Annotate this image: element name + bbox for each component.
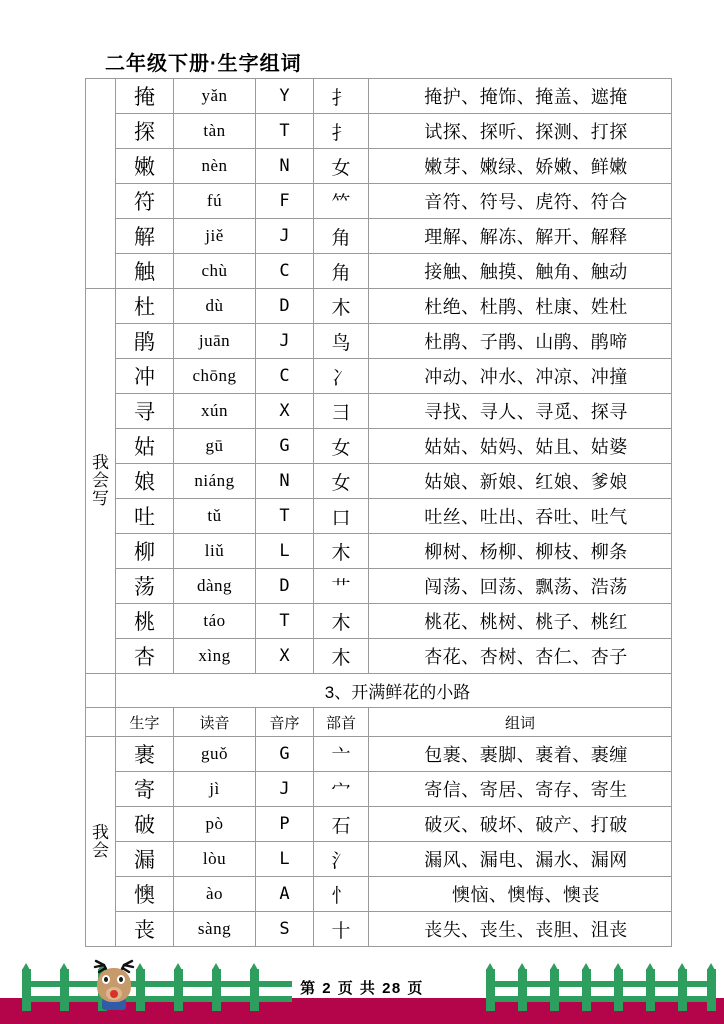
cell-character: 符 (116, 184, 174, 219)
cell-radical: 扌 (314, 114, 369, 149)
cell-character: 探 (116, 114, 174, 149)
side-label-char: 我 (92, 822, 109, 842)
cell-words: 吐丝、吐出、吞吐、吐气 (369, 499, 672, 534)
table-row (86, 79, 672, 114)
cell-radical: 亠 (314, 737, 369, 772)
cell-radical: 角 (314, 219, 369, 254)
cell-pinyin: pò (174, 807, 256, 842)
section-side-spacer (86, 674, 116, 708)
table-row (86, 289, 672, 324)
cell-character: 鹃 (116, 324, 174, 359)
cell-words: 桃花、桃树、桃子、桃红 (369, 604, 672, 639)
cell-character: 杏 (116, 639, 174, 674)
cell-character: 解 (116, 219, 174, 254)
cell-pinyin: tǔ (174, 499, 256, 534)
cell-character: 懊 (116, 877, 174, 912)
cell-pinyin: nèn (174, 149, 256, 184)
table-row (86, 219, 672, 254)
cell-character: 吐 (116, 499, 174, 534)
cell-pinyin: fú (174, 184, 256, 219)
column-header-row (86, 708, 672, 737)
side-label-char: 我 (92, 453, 109, 473)
table-row (86, 429, 672, 464)
table-row (86, 877, 672, 912)
cell-radical: 十 (314, 912, 369, 947)
cell-pinyin: lòu (174, 842, 256, 877)
cell-words: 杏花、杏树、杏仁、杏子 (369, 639, 672, 674)
cell-radical: 女 (314, 149, 369, 184)
cell-initial-letter: T (256, 114, 314, 149)
side-label-char: 写 (92, 488, 109, 508)
cell-words: 嫩芽、嫩绿、娇嫩、鲜嫩 (369, 149, 672, 184)
cell-pinyin: táo (174, 604, 256, 639)
cell-pinyin: dù (174, 289, 256, 324)
cell-initial-letter: N (256, 464, 314, 499)
cell-initial-letter: A (256, 877, 314, 912)
table-row (86, 149, 672, 184)
cell-pinyin: sàng (174, 912, 256, 947)
cell-radical: 女 (314, 429, 369, 464)
table-row (86, 534, 672, 569)
cell-initial-letter: P (256, 807, 314, 842)
cell-pinyin: ào (174, 877, 256, 912)
cell-radical: 木 (314, 534, 369, 569)
cell-pinyin: juān (174, 324, 256, 359)
cell-radical: 忄 (314, 877, 369, 912)
column-header-yinxu: 音序 (256, 708, 314, 737)
cell-radical: 彐 (314, 394, 369, 429)
section-side-label (86, 79, 116, 289)
table-row (86, 324, 672, 359)
cell-initial-letter: G (256, 429, 314, 464)
cell-words: 寻找、寻人、寻觅、探寻 (369, 394, 672, 429)
cell-words: 姑娘、新娘、红娘、爹娘 (369, 464, 672, 499)
cell-pinyin: guǒ (174, 737, 256, 772)
cell-initial-letter: F (256, 184, 314, 219)
cell-radical: 木 (314, 289, 369, 324)
cell-character: 裹 (116, 737, 174, 772)
table-row (86, 807, 672, 842)
cell-pinyin: liǔ (174, 534, 256, 569)
cell-radical: 冫 (314, 359, 369, 394)
table-row (86, 569, 672, 604)
section-side-label (86, 737, 116, 947)
cell-radical: 女 (314, 464, 369, 499)
cell-radical: 艹 (314, 569, 369, 604)
table-row (86, 604, 672, 639)
cell-initial-letter: J (256, 772, 314, 807)
side-label-char: 会 (92, 840, 109, 860)
cell-words: 破灭、破坏、破产、打破 (369, 807, 672, 842)
vocabulary-table (85, 78, 672, 947)
cell-initial-letter: C (256, 254, 314, 289)
cell-initial-letter: X (256, 639, 314, 674)
cell-initial-letter: D (256, 289, 314, 324)
cell-initial-letter: L (256, 842, 314, 877)
cell-character: 触 (116, 254, 174, 289)
cell-character: 娘 (116, 464, 174, 499)
cell-words: 懊恼、懊悔、懊丧 (369, 877, 672, 912)
page-footer-decoration (0, 954, 724, 1024)
cell-character: 寄 (116, 772, 174, 807)
cell-radical: 口 (314, 499, 369, 534)
table-row (86, 394, 672, 429)
cell-character: 寻 (116, 394, 174, 429)
cell-pinyin: chù (174, 254, 256, 289)
table-row (86, 772, 672, 807)
cell-pinyin: chōng (174, 359, 256, 394)
cell-words: 掩护、掩饰、掩盖、遮掩 (369, 79, 672, 114)
cell-initial-letter: N (256, 149, 314, 184)
cell-words: 柳树、杨柳、柳枝、柳条 (369, 534, 672, 569)
table-row (86, 639, 672, 674)
cell-pinyin: gū (174, 429, 256, 464)
cell-character: 荡 (116, 569, 174, 604)
cell-radical: 宀 (314, 772, 369, 807)
cell-character: 丧 (116, 912, 174, 947)
cell-pinyin: tàn (174, 114, 256, 149)
cell-initial-letter: S (256, 912, 314, 947)
table-row (86, 184, 672, 219)
cell-initial-letter: G (256, 737, 314, 772)
cell-initial-letter: J (256, 219, 314, 254)
table-row (86, 737, 672, 772)
cell-character: 漏 (116, 842, 174, 877)
cell-words: 杜鹃、子鹃、山鹃、鹃啼 (369, 324, 672, 359)
cell-pinyin: niáng (174, 464, 256, 499)
column-header-bushou: 部首 (314, 708, 369, 737)
cell-words: 包裹、裹脚、裹着、裹缠 (369, 737, 672, 772)
column-header-zuci: 组词 (369, 708, 672, 737)
cell-pinyin: jiě (174, 219, 256, 254)
section-side-label (86, 289, 116, 674)
cell-radical: 氵 (314, 842, 369, 877)
cell-words: 接触、触摸、触角、触动 (369, 254, 672, 289)
cell-character: 掩 (116, 79, 174, 114)
cell-character: 杜 (116, 289, 174, 324)
header-side-spacer (86, 708, 116, 737)
cell-pinyin: jì (174, 772, 256, 807)
cell-character: 冲 (116, 359, 174, 394)
section-heading-row (86, 674, 672, 708)
side-label-char: 会 (92, 471, 109, 491)
table-row (86, 912, 672, 947)
cell-pinyin: xìng (174, 639, 256, 674)
table-row (86, 499, 672, 534)
cell-words: 音符、符号、虎符、符合 (369, 184, 672, 219)
cell-initial-letter: X (256, 394, 314, 429)
cell-radical: 石 (314, 807, 369, 842)
cell-character: 柳 (116, 534, 174, 569)
table-row (86, 464, 672, 499)
cell-words: 丧失、丧生、丧胆、沮丧 (369, 912, 672, 947)
cell-pinyin: yǎn (174, 79, 256, 114)
section-heading: 3、开满鲜花的小路 (116, 674, 672, 708)
cell-initial-letter: Y (256, 79, 314, 114)
table-row (86, 842, 672, 877)
cell-words: 闯荡、回荡、飘荡、浩荡 (369, 569, 672, 604)
table-row (86, 359, 672, 394)
cell-pinyin: xún (174, 394, 256, 429)
cell-words: 试探、探听、探测、打探 (369, 114, 672, 149)
cell-initial-letter: D (256, 569, 314, 604)
page-title: 二年级下册·生字组词 (105, 53, 302, 75)
cell-radical: 角 (314, 254, 369, 289)
cell-words: 冲动、冲水、冲凉、冲撞 (369, 359, 672, 394)
cell-initial-letter: T (256, 604, 314, 639)
column-header-zi: 生字 (116, 708, 174, 737)
table-row (86, 254, 672, 289)
page-number: 第 2 页 共 28 页 (300, 980, 424, 997)
cell-initial-letter: J (256, 324, 314, 359)
cell-character: 姑 (116, 429, 174, 464)
cell-radical: 𥫗 (314, 184, 369, 219)
cell-pinyin: dàng (174, 569, 256, 604)
cell-radical: 木 (314, 639, 369, 674)
cell-radical: 鸟 (314, 324, 369, 359)
table-row (86, 114, 672, 149)
cell-character: 嫩 (116, 149, 174, 184)
cell-words: 姑姑、姑妈、姑且、姑婆 (369, 429, 672, 464)
cell-initial-letter: T (256, 499, 314, 534)
cell-initial-letter: L (256, 534, 314, 569)
vocabulary-table-wrap (85, 78, 671, 947)
cell-words: 漏风、漏电、漏水、漏网 (369, 842, 672, 877)
cell-radical: 木 (314, 604, 369, 639)
cell-character: 桃 (116, 604, 174, 639)
cell-words: 寄信、寄居、寄存、寄生 (369, 772, 672, 807)
cell-character: 破 (116, 807, 174, 842)
cell-initial-letter: C (256, 359, 314, 394)
cell-radical: 扌 (314, 79, 369, 114)
column-header-pinyin: 读音 (174, 708, 256, 737)
cell-words: 理解、解冻、解开、解释 (369, 219, 672, 254)
cell-words: 杜绝、杜鹃、杜康、姓杜 (369, 289, 672, 324)
